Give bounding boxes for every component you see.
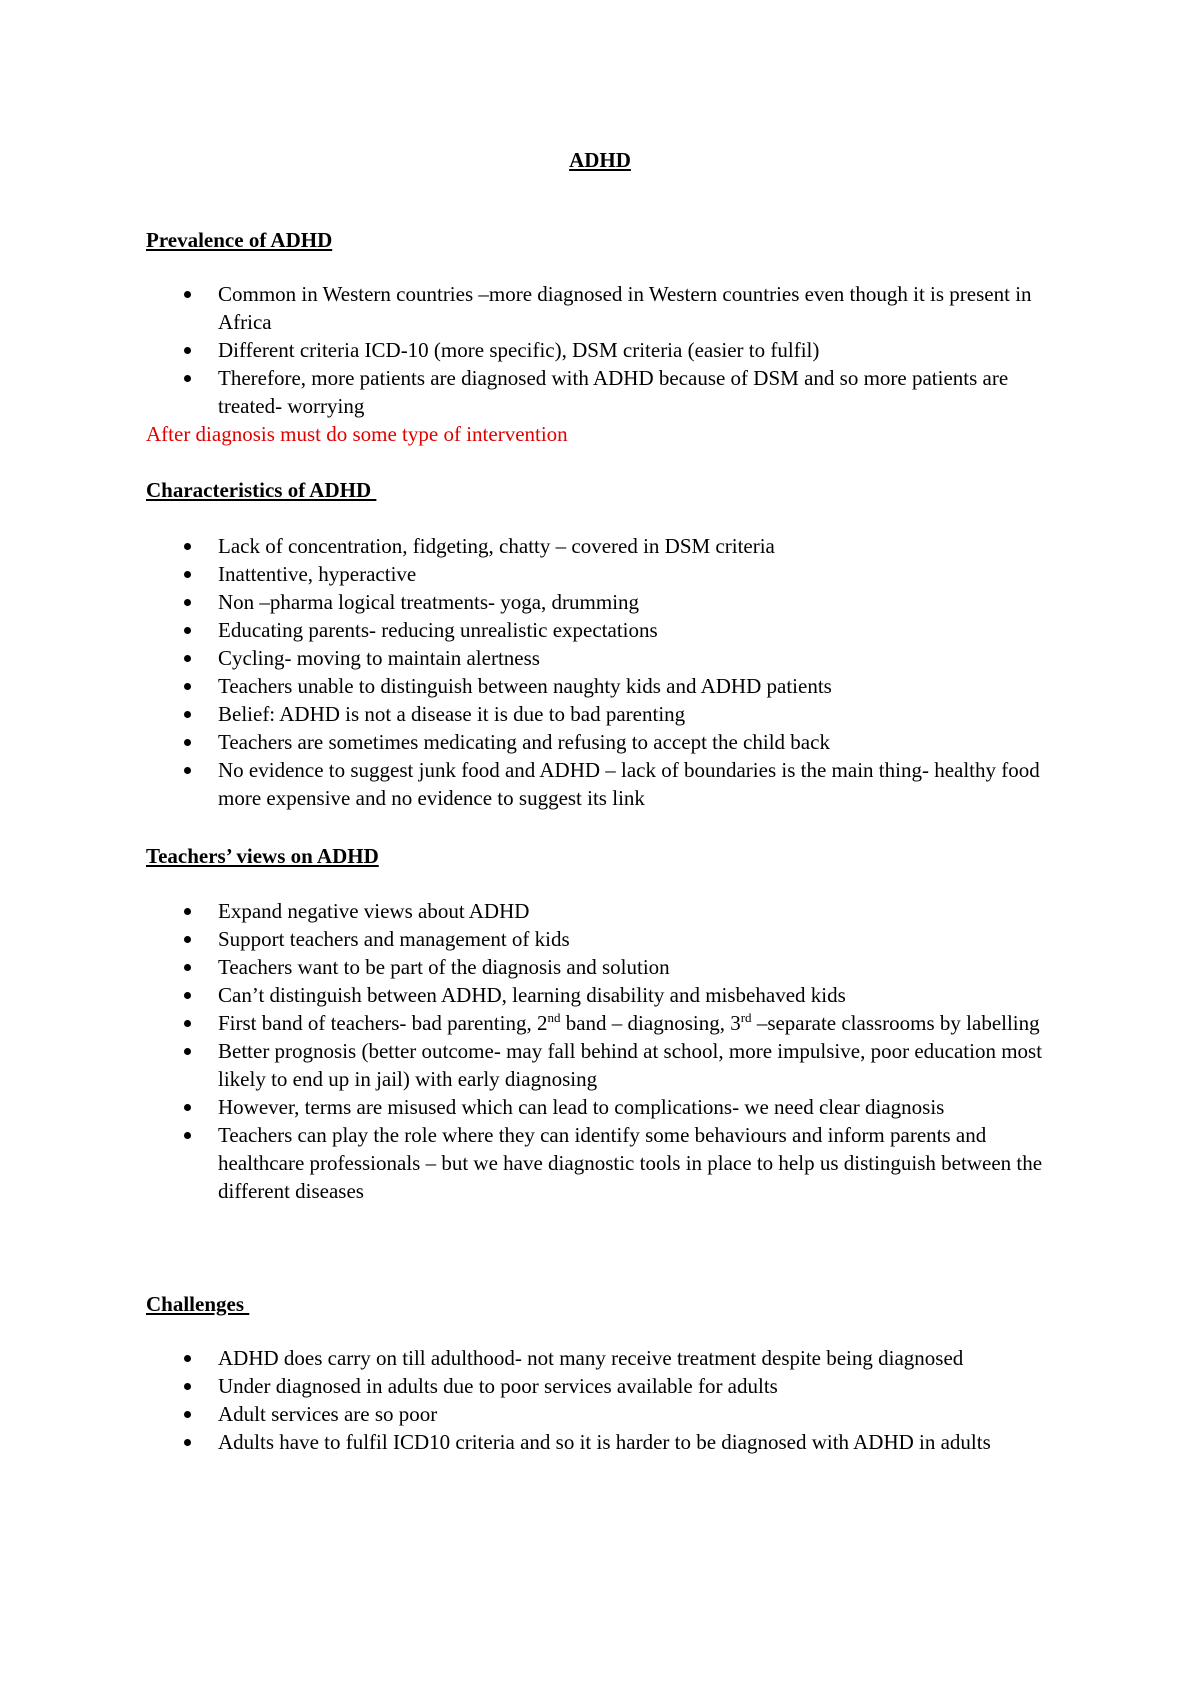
list-item: Better prognosis (better outcome- may fall behind at school, more impulsive, poor education most likely to end up in jail) with early diagnosing: [0, 1037, 1200, 1093]
list-item: No evidence to suggest junk food and ADHD – lack of boundaries is the main thing- healthy food more expensive and no evidence to suggest its link: [0, 756, 1200, 812]
bullet-icon: [184, 291, 191, 298]
bullet-icon: [184, 347, 191, 354]
bullet-icon: [184, 375, 191, 382]
list-item: Teachers are sometimes medicating and refusing to accept the child back: [0, 728, 1200, 756]
section-heading-teachers: Teachers’ views on ADHD: [146, 844, 379, 868]
bullet-icon: [184, 543, 191, 550]
list-item: First band of teachers- bad parenting, 2nd band – diagnosing, 3rd –separate classrooms by labelling: [0, 1009, 1200, 1037]
list-item: Adult services are so poor: [0, 1400, 1200, 1428]
list-item: Adults have to fulfil ICD10 criteria and so it is harder to be diagnosed with ADHD in adults: [0, 1428, 1200, 1456]
list-item: Cycling- moving to maintain alertness: [0, 644, 1200, 672]
bullet-icon: [184, 908, 191, 915]
bullet-icon: [184, 627, 191, 634]
bullet-icon: [184, 655, 191, 662]
list-item: Expand negative views about ADHD: [0, 897, 1200, 925]
list-item: Non –pharma logical treatments- yoga, drumming: [0, 588, 1200, 616]
list-item: Can’t distinguish between ADHD, learning disability and misbehaved kids: [0, 981, 1200, 1009]
bullet-icon: [184, 1048, 191, 1055]
list-item: Belief: ADHD is not a disease it is due to bad parenting: [0, 700, 1200, 728]
list-item: Teachers want to be part of the diagnosis and solution: [0, 953, 1200, 981]
teachers-list: [0, 897, 1200, 1205]
bullet-icon: [184, 1411, 191, 1418]
list-item: However, terms are misused which can lead to complications- we need clear diagnosis: [0, 1093, 1200, 1121]
list-item: Common in Western countries –more diagnosed in Western countries even though it is present in Africa: [0, 280, 1200, 336]
section-heading-challenges: Challenges: [146, 1292, 250, 1316]
bullet-icon: [184, 767, 191, 774]
bullet-icon: [184, 992, 191, 999]
bullet-icon: [184, 711, 191, 718]
bullet-icon: [184, 1104, 191, 1111]
section-heading-characteristics: Characteristics of ADHD: [146, 478, 377, 502]
intervention-note: After diagnosis must do some type of intervention: [146, 422, 568, 446]
prevalence-list: [0, 280, 1200, 420]
list-item: Teachers unable to distinguish between naughty kids and ADHD patients: [0, 672, 1200, 700]
bullet-icon: [184, 936, 191, 943]
list-item: Support teachers and management of kids: [0, 925, 1200, 953]
bullet-icon: [184, 964, 191, 971]
bullet-icon: [184, 1383, 191, 1390]
bullet-icon: [184, 683, 191, 690]
list-item: Educating parents- reducing unrealistic expectations: [0, 616, 1200, 644]
section-heading-prevalence: Prevalence of ADHD: [146, 228, 333, 252]
bullet-icon: [184, 1355, 191, 1362]
list-item: ADHD does carry on till adulthood- not many receive treatment despite being diagnosed: [0, 1344, 1200, 1372]
challenges-list: [0, 1344, 1200, 1456]
bullet-icon: [184, 571, 191, 578]
list-item: Different criteria ICD-10 (more specific), DSM criteria (easier to fulfil): [0, 336, 1200, 364]
bullet-icon: [184, 599, 191, 606]
list-item: Lack of concentration, fidgeting, chatty – covered in DSM criteria: [0, 532, 1200, 560]
list-item: Under diagnosed in adults due to poor services available for adults: [0, 1372, 1200, 1400]
list-item: Inattentive, hyperactive: [0, 560, 1200, 588]
list-item: Teachers can play the role where they can identify some behaviours and inform parents and healthcare professionals – but we have diagnostic tools in place to help us distinguish between the different diseases: [0, 1121, 1200, 1205]
bullet-icon: [184, 1439, 191, 1446]
bullet-icon: [184, 1020, 191, 1027]
characteristics-list: [0, 532, 1200, 812]
document-title: ADHD: [569, 148, 631, 172]
list-item: Therefore, more patients are diagnosed with ADHD because of DSM and so more patients are treated- worrying: [0, 364, 1200, 420]
bullet-icon: [184, 1132, 191, 1139]
bullet-icon: [184, 739, 191, 746]
